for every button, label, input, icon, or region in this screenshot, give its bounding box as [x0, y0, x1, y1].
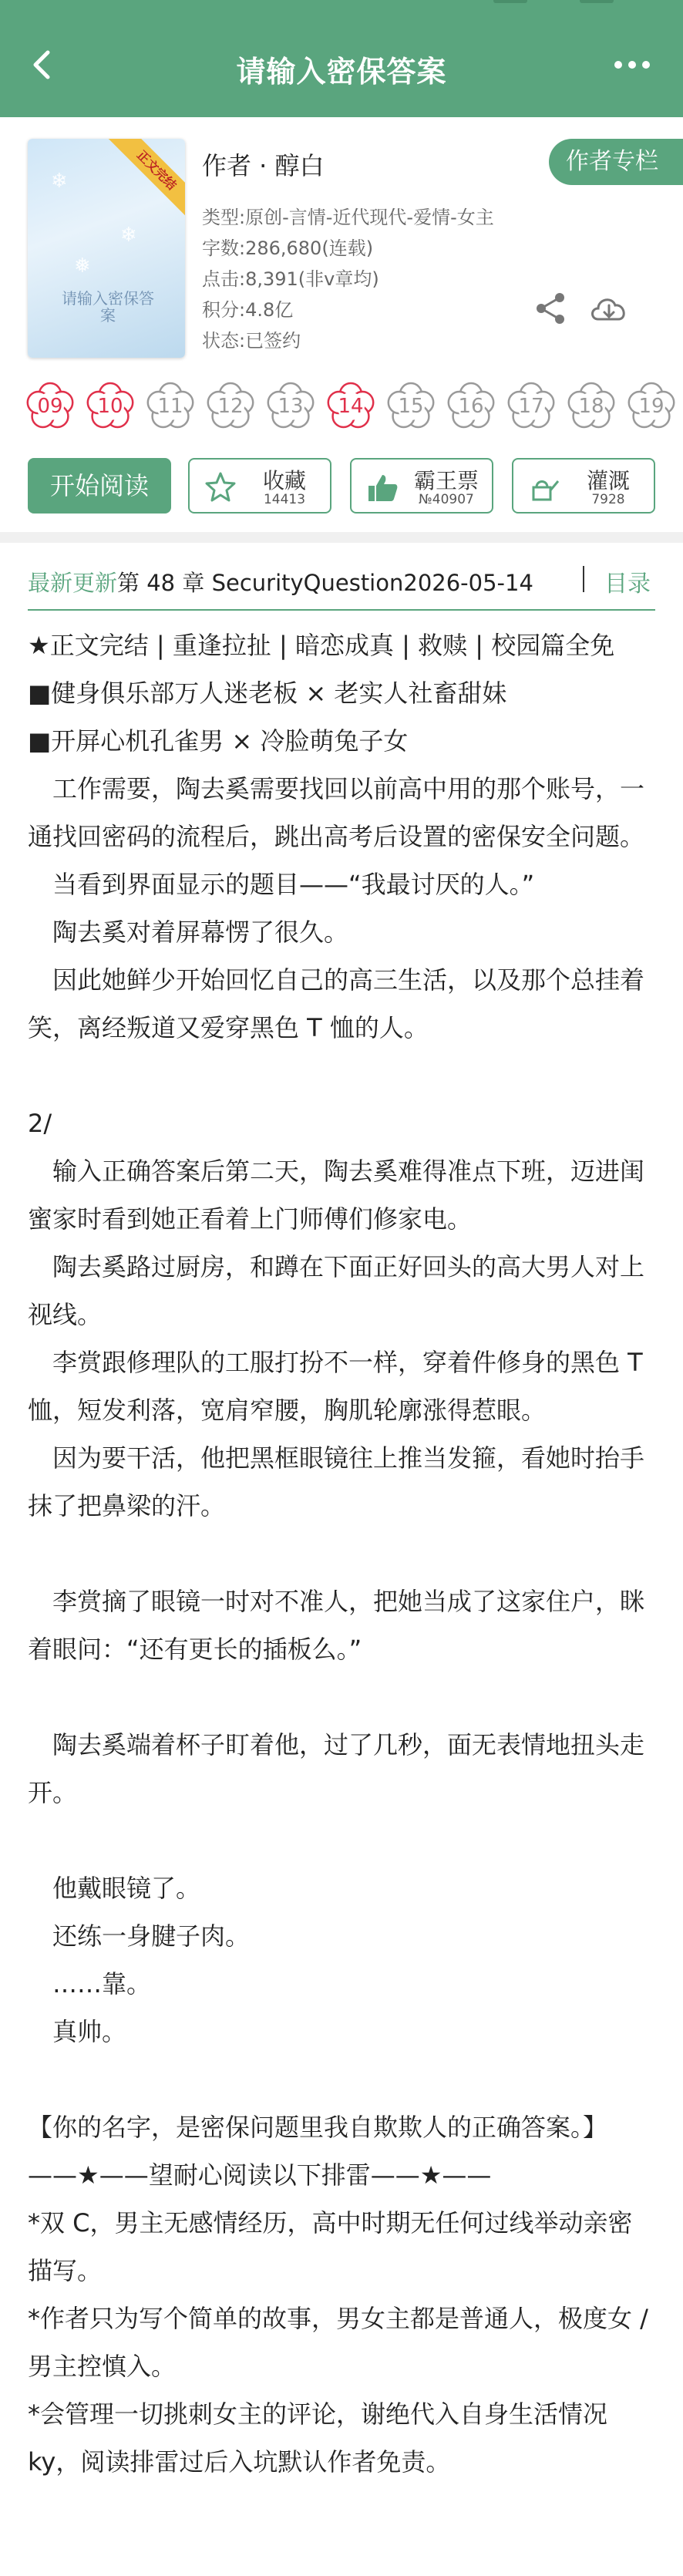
latest-update[interactable]: [28, 566, 533, 598]
snowflake-icon: ❄: [120, 224, 137, 247]
watering-can-icon: [527, 470, 561, 504]
latest-underline: [28, 609, 655, 611]
description-paragraph: 因为要干活，他把黑框眼镜往上推当发箍，看她时抬手抹了把鼻梁的汗。: [28, 1443, 645, 1520]
status-indicator: [493, 0, 527, 3]
flower-badge-label: 17: [518, 395, 544, 418]
flower-badge[interactable]: [504, 379, 558, 433]
flower-badge-label: 10: [97, 395, 123, 418]
flower-badge[interactable]: [204, 379, 257, 433]
flower-badge[interactable]: [384, 379, 438, 433]
latest-update-label: 最新更新: [28, 570, 118, 596]
description-paragraph: 2/: [28, 1109, 52, 1138]
book-words: 字数:286,680(连载): [202, 237, 374, 259]
description-paragraph: 当看到界面显示的题目——“我最讨厌的人。”: [52, 870, 535, 899]
status-bar: [0, 0, 683, 11]
author-column-button[interactable]: 作者专栏: [549, 139, 683, 185]
description-paragraph: 李赏摘了眼镜一时对不准人，把她当成了这家住户，眯着眼问：“还有更长的插板么。”: [28, 1587, 645, 1664]
toc-separator: [583, 566, 584, 592]
flower-badge[interactable]: [23, 379, 77, 433]
book-cover[interactable]: [28, 139, 185, 358]
description-paragraph: 还练一身腱子肉。: [52, 1921, 251, 1951]
flower-badge-label: 12: [217, 395, 244, 418]
flower-badge[interactable]: [143, 379, 197, 433]
share-icon: [532, 290, 569, 327]
description-paragraph: ■健身俱乐部万人迷老板 × 老实人社畜甜妹: [28, 679, 507, 708]
bawang-count: №40907: [419, 492, 474, 507]
flower-badge-label: 09: [37, 395, 63, 418]
flower-badge-label: 14: [338, 395, 364, 418]
flower-badge-label: 16: [458, 395, 484, 418]
flower-badge[interactable]: [264, 379, 318, 433]
description-paragraph: *会管理一切挑刺女主的评论，谢绝代入自身生活情况 ky，阅读排雷过后入坑默认作者免责。: [28, 2399, 608, 2477]
status-indicator: [580, 0, 614, 3]
description-paragraph: 因此她鲜少开始回忆自己的高三生活，以及那个总挂着笑，离经叛道又爱穿黑色 T 恤的人。: [28, 965, 645, 1042]
description-paragraph: *双 C，男主无感情经历，高中时期无任何过线举动亲密描写。: [28, 2208, 633, 2285]
blank-line: [28, 1052, 655, 1099]
app-header: [0, 11, 683, 117]
book-status: 状态:已签约: [202, 330, 301, 352]
page-title: 请输入密保答案: [236, 55, 447, 89]
irrigate-label: 灌溉: [586, 468, 630, 493]
latest-chapter-link[interactable]: 第 48 章 SecurityQuestion2026-05-14: [117, 570, 533, 596]
more-dots-icon: [611, 56, 654, 74]
snowflake-icon: ❄: [51, 170, 68, 193]
description-paragraph: 他戴眼镜了。: [52, 1874, 201, 1903]
blank-line: [28, 1817, 655, 1864]
description-paragraph: ……靠。: [52, 1969, 152, 1999]
book-score: 积分:4.8亿: [202, 299, 294, 321]
book-author[interactable]: 作者 · 醇白: [202, 151, 325, 180]
description-paragraph: 【你的名字，是密保问题里我自欺欺人的正确答案。】: [28, 2113, 608, 2142]
flower-badge-label: 15: [398, 395, 424, 418]
blank-line: [28, 2056, 655, 2103]
description-paragraph: 真帅。: [52, 2017, 127, 2046]
description-paragraph: 输入正确答案后第二天，陶去奚难得准点下班，迈进闺蜜家时看到她正看着上门师傅们修家电。: [28, 1157, 645, 1234]
description-paragraph: 工作需要，陶去奚需要找回以前高中用的那个账号，一通找回密码的流程后，跳出高考后设置的密保安全问题。: [28, 774, 645, 851]
description-paragraph: 陶去奚对着屏幕愣了很久。: [52, 918, 349, 947]
section-divider: [0, 532, 683, 543]
flower-badge[interactable]: [624, 379, 678, 433]
blank-line: [28, 1530, 655, 1578]
blank-line: [28, 1673, 655, 1721]
flower-badge-label: 11: [157, 395, 183, 418]
cover-title: 请输入密保答案: [62, 289, 154, 325]
description-paragraph: 李赏跟修理队的工服打扮不一样，穿着件修身的黑色 T 恤，短发利落，宽肩窄腰，胸肌轮廓涨得惹眼。: [28, 1348, 643, 1425]
cover-ribbon: 正文完结: [107, 139, 185, 220]
snowflake-icon: ❅: [74, 254, 91, 278]
book-type: 类型:原创-言情-近代现代-爱情-女主: [202, 207, 494, 228]
flower-badge-label: 13: [278, 395, 304, 418]
description-paragraph: ■开屏心机孔雀男 × 冷脸萌兔子女: [28, 726, 409, 756]
flower-badge[interactable]: [564, 379, 618, 433]
book-description: [28, 621, 655, 2486]
more-button[interactable]: [611, 56, 654, 74]
share-button[interactable]: [532, 290, 569, 327]
flower-badge-row: [23, 379, 683, 433]
description-paragraph: ——★——望耐心阅读以下排雷——★——: [28, 2160, 492, 2190]
thumbs-up-icon: [365, 470, 399, 504]
flower-badge[interactable]: [444, 379, 498, 433]
description-paragraph: 陶去奚端着杯子盯着他，过了几秒，面无表情地扭头走开。: [28, 1730, 645, 1807]
flower-badge[interactable]: [83, 379, 137, 433]
description-paragraph: *作者只为写个简单的故事，男女主都是普通人，极度女 / 男主控慎入。: [28, 2304, 648, 2381]
flower-badge[interactable]: [324, 379, 378, 433]
flower-badge-label: 19: [638, 395, 664, 418]
flower-badge-label: 18: [578, 395, 604, 418]
start-reading-button[interactable]: 开始阅读: [28, 458, 171, 514]
toc-button[interactable]: 目录: [604, 571, 651, 598]
download-button[interactable]: [587, 290, 631, 327]
bawang-ticket-button[interactable]: [350, 458, 493, 514]
favorite-button[interactable]: [188, 458, 331, 514]
cloud-download-icon: [587, 290, 631, 327]
book-clicks: 点击:8,391(非v章均): [202, 268, 379, 290]
bawang-label: 霸王票: [413, 468, 479, 493]
irrigate-count: 7928: [591, 492, 625, 507]
favorite-label: 收藏: [262, 468, 306, 493]
irrigate-button[interactable]: [512, 458, 655, 514]
star-icon: [204, 470, 237, 504]
description-paragraph: ★正文完结 | 重逢拉扯 | 暗恋成真 | 救赎 | 校园篇全免: [28, 631, 615, 660]
favorite-count: 14413: [263, 492, 306, 507]
description-paragraph: 陶去奚路过厨房，和蹲在下面正好回头的高大男人对上视线。: [28, 1252, 645, 1329]
